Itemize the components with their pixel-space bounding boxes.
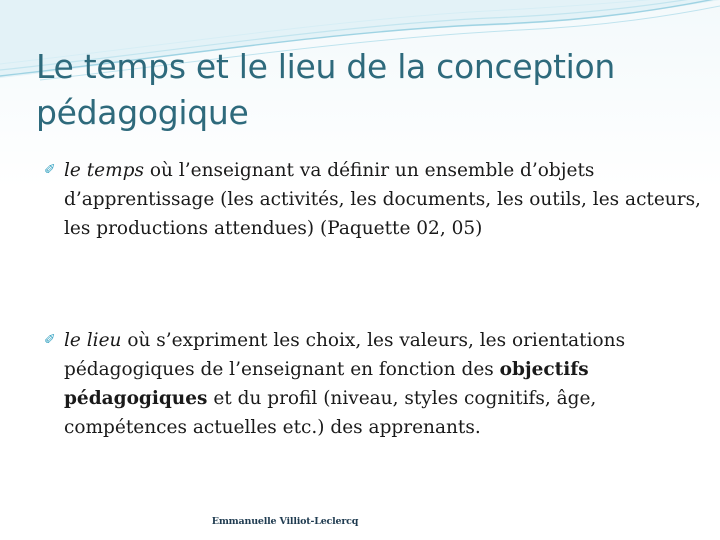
curly-bullet-icon: ✐ [44,162,56,178]
footer-author: Emmanuelle Villiot-Leclercq [211,516,359,527]
bullet-text-before: où s’expriment les choix, les valeurs, les orientations pédagogiques de l’enseignant en fonction des [64,330,626,380]
bullet-item-le-temps [44,156,704,243]
bullet-keyword: le lieu [64,330,122,351]
slide-title-line-2: pédagogique [36,93,249,132]
bullet-strong-text: objectifs pédagogiques [64,359,589,409]
curly-bullet-icon: ✐ [44,332,56,348]
slide-title-line-1: Le temps et le lieu de la conception [36,47,616,86]
slide-title [36,44,696,136]
bullet-keyword: le temps [64,160,145,181]
bullet-item-le-lieu [44,326,704,442]
bullet-text: où l’enseignant va définir un ensemble d’objets d’apprentissage (les activités, les documents, les outils, les acteurs, les productions attendues) (Paquette 02, 05) [64,160,701,239]
bullet-text-after: et du profil (niveau, styles cognitifs, âge, compétences actuelles etc.) des apprenants. [64,388,597,438]
